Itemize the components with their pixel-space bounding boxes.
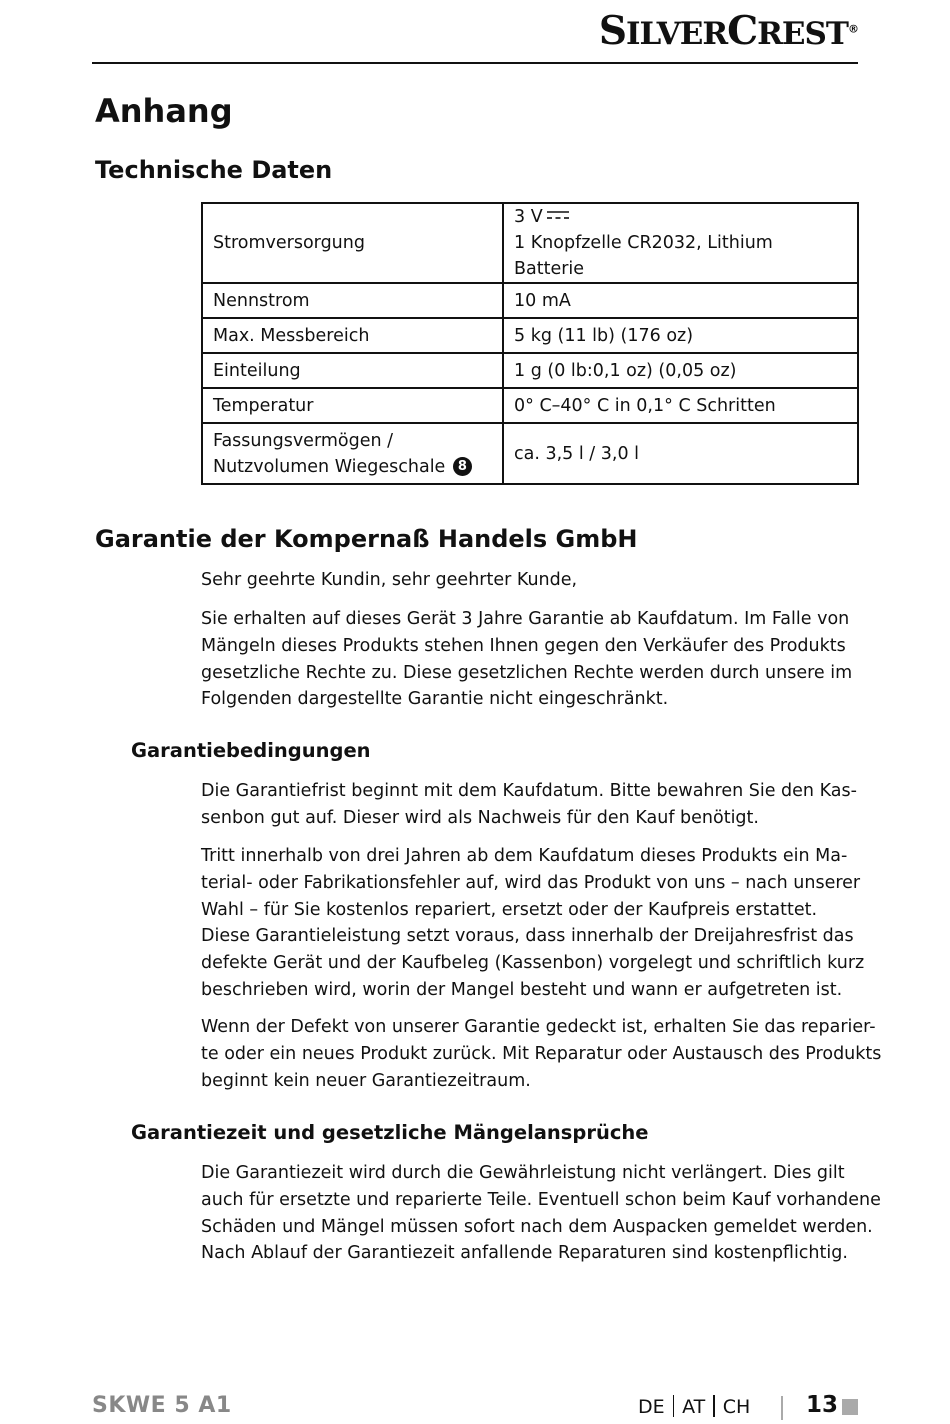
text-line: Tritt innerhalb von drei Jahren ab dem Kaufdatum dieses Produkts ein Ma- bbox=[201, 846, 848, 866]
divider bbox=[713, 1395, 715, 1417]
spec-label: Max. Messbereich bbox=[202, 318, 503, 353]
lang-de: DE bbox=[638, 1396, 665, 1418]
warranty-heading: Garantie der Kompernaß Handels GmbH bbox=[95, 525, 638, 553]
brand-letter: S bbox=[598, 8, 627, 54]
text-line: senbon gut auf. Dieser wird als Nachweis für den Kauf benötigt. bbox=[201, 807, 759, 828]
text-line: auch für ersetzte und reparierte Teile. Eventuell schon beim Kauf vorhandene bbox=[201, 1189, 881, 1210]
spec-label-line: Nutzvolumen Wiegeschale bbox=[213, 456, 446, 477]
text-line: terial- oder Fabrikationsfehler auf, wird das Produkt von uns – nach unserer bbox=[201, 872, 861, 893]
spec-label: Stromversorgung bbox=[202, 203, 503, 283]
salutation bbox=[201, 567, 861, 594]
tech-heading: Technische Daten bbox=[95, 156, 333, 184]
spec-label-line: Fassungsvermögen / bbox=[213, 430, 394, 451]
battery-value: 1 Knopfzelle CR2032, Lithium Batterie bbox=[514, 233, 773, 279]
voltage-value: 3 V bbox=[514, 207, 543, 227]
spec-label: Temperatur bbox=[202, 388, 503, 423]
brand-logo bbox=[599, 8, 858, 54]
spec-label bbox=[202, 423, 503, 484]
table-row bbox=[202, 423, 858, 484]
page-title: Anhang bbox=[95, 92, 233, 130]
spec-label: Einteilung bbox=[202, 353, 503, 388]
brand-text: REST bbox=[757, 16, 848, 52]
lang-at: AT bbox=[682, 1396, 706, 1418]
page-number: 13 bbox=[806, 1392, 839, 1418]
text-line: Diese Garantieleistung setzt voraus, dass innerhalb der Dreijahresfrist das bbox=[201, 926, 854, 947]
divider bbox=[781, 1396, 783, 1420]
table-row bbox=[202, 353, 858, 388]
divider bbox=[673, 1395, 675, 1417]
footer-model: SKWE 5 A1 bbox=[92, 1393, 232, 1418]
text-line: Sie erhalten auf dieses Gerät 3 Jahre Garantie ab Kaufdatum. Im Falle von bbox=[201, 609, 850, 629]
spec-value bbox=[503, 203, 858, 283]
text-line: defekte Gerät und der Kaufbeleg (Kassenbon) vorgelegt und schriftlich kurz bbox=[201, 953, 865, 974]
spec-label: Nennstrom bbox=[202, 283, 503, 318]
spec-table bbox=[201, 202, 859, 485]
text-line: Schäden und Mängel müssen sofort nach dem Auspacken gemeldet werden. bbox=[201, 1216, 873, 1237]
spec-value: 10 mA bbox=[503, 283, 858, 318]
conditions-heading: Garantiebedingungen bbox=[131, 739, 371, 762]
period-heading: Garantiezeit und gesetzliche Mängelansprüche bbox=[131, 1121, 649, 1144]
footer-languages bbox=[638, 1396, 750, 1419]
conditions-paragraph-1 bbox=[201, 778, 861, 832]
table-row bbox=[202, 388, 858, 423]
part-number-badge: 8 bbox=[453, 457, 472, 476]
registered-mark: ® bbox=[848, 22, 858, 36]
text-line: Die Garantiezeit wird durch die Gewährleistung nicht verlängert. Dies gilt bbox=[201, 1163, 845, 1183]
square-icon bbox=[842, 1399, 858, 1415]
period-paragraph bbox=[201, 1160, 881, 1267]
table-row bbox=[202, 203, 858, 283]
spec-value: ca. 3,5 l / 3,0 l bbox=[503, 423, 858, 484]
conditions-paragraph-3 bbox=[201, 1014, 882, 1094]
table-row bbox=[202, 318, 858, 353]
direct-current-icon bbox=[547, 210, 569, 220]
header-rule bbox=[92, 62, 858, 64]
text-line: Sehr geehrte Kundin, sehr geehrter Kunde, bbox=[201, 570, 578, 590]
text-line: Mängeln dieses Produkts stehen Ihnen gegen den Verkäufer des Produkts bbox=[201, 635, 846, 656]
text-line: gesetzliche Rechte zu. Diese gesetzlichen Rechte werden durch unsere im bbox=[201, 662, 853, 683]
text-line: Wahl – für Sie kostenlos repariert, ersetzt oder der Kaufpreis erstattet. bbox=[201, 899, 818, 920]
text-line: Wenn der Defekt von unserer Garantie gedeckt ist, erhalten Sie das reparier- bbox=[201, 1017, 876, 1037]
brand-letter: C bbox=[727, 8, 758, 54]
spec-value: 0° C–40° C in 0,1° C Schritten bbox=[503, 388, 858, 423]
conditions-paragraph-2 bbox=[201, 843, 865, 1004]
text-line: Nach Ablauf der Garantiezeit anfallende Reparaturen sind kostenpflichtig. bbox=[201, 1243, 848, 1264]
spec-value: 1 g (0 lb:0,1 oz) (0,05 oz) bbox=[503, 353, 858, 388]
spec-value: 5 kg (11 lb) (176 oz) bbox=[503, 318, 858, 353]
intro-paragraph bbox=[201, 606, 861, 713]
text-line: te oder ein neues Produkt zurück. Mit Reparatur oder Austausch des Produkts bbox=[201, 1043, 882, 1064]
text-line: Folgenden dargestellte Garantie nicht eingeschränkt. bbox=[201, 689, 669, 710]
text-line: beschrieben wird, worin der Mangel besteht und wann er aufgetreten ist. bbox=[201, 979, 843, 1000]
text-line: Die Garantiefrist beginnt mit dem Kaufdatum. Bitte bewahren Sie den Kas- bbox=[201, 781, 857, 801]
brand-text: ILVER bbox=[626, 16, 728, 52]
text-line: beginnt kein neuer Garantiezeitraum. bbox=[201, 1070, 531, 1091]
lang-ch: CH bbox=[722, 1396, 751, 1418]
table-row bbox=[202, 283, 858, 318]
